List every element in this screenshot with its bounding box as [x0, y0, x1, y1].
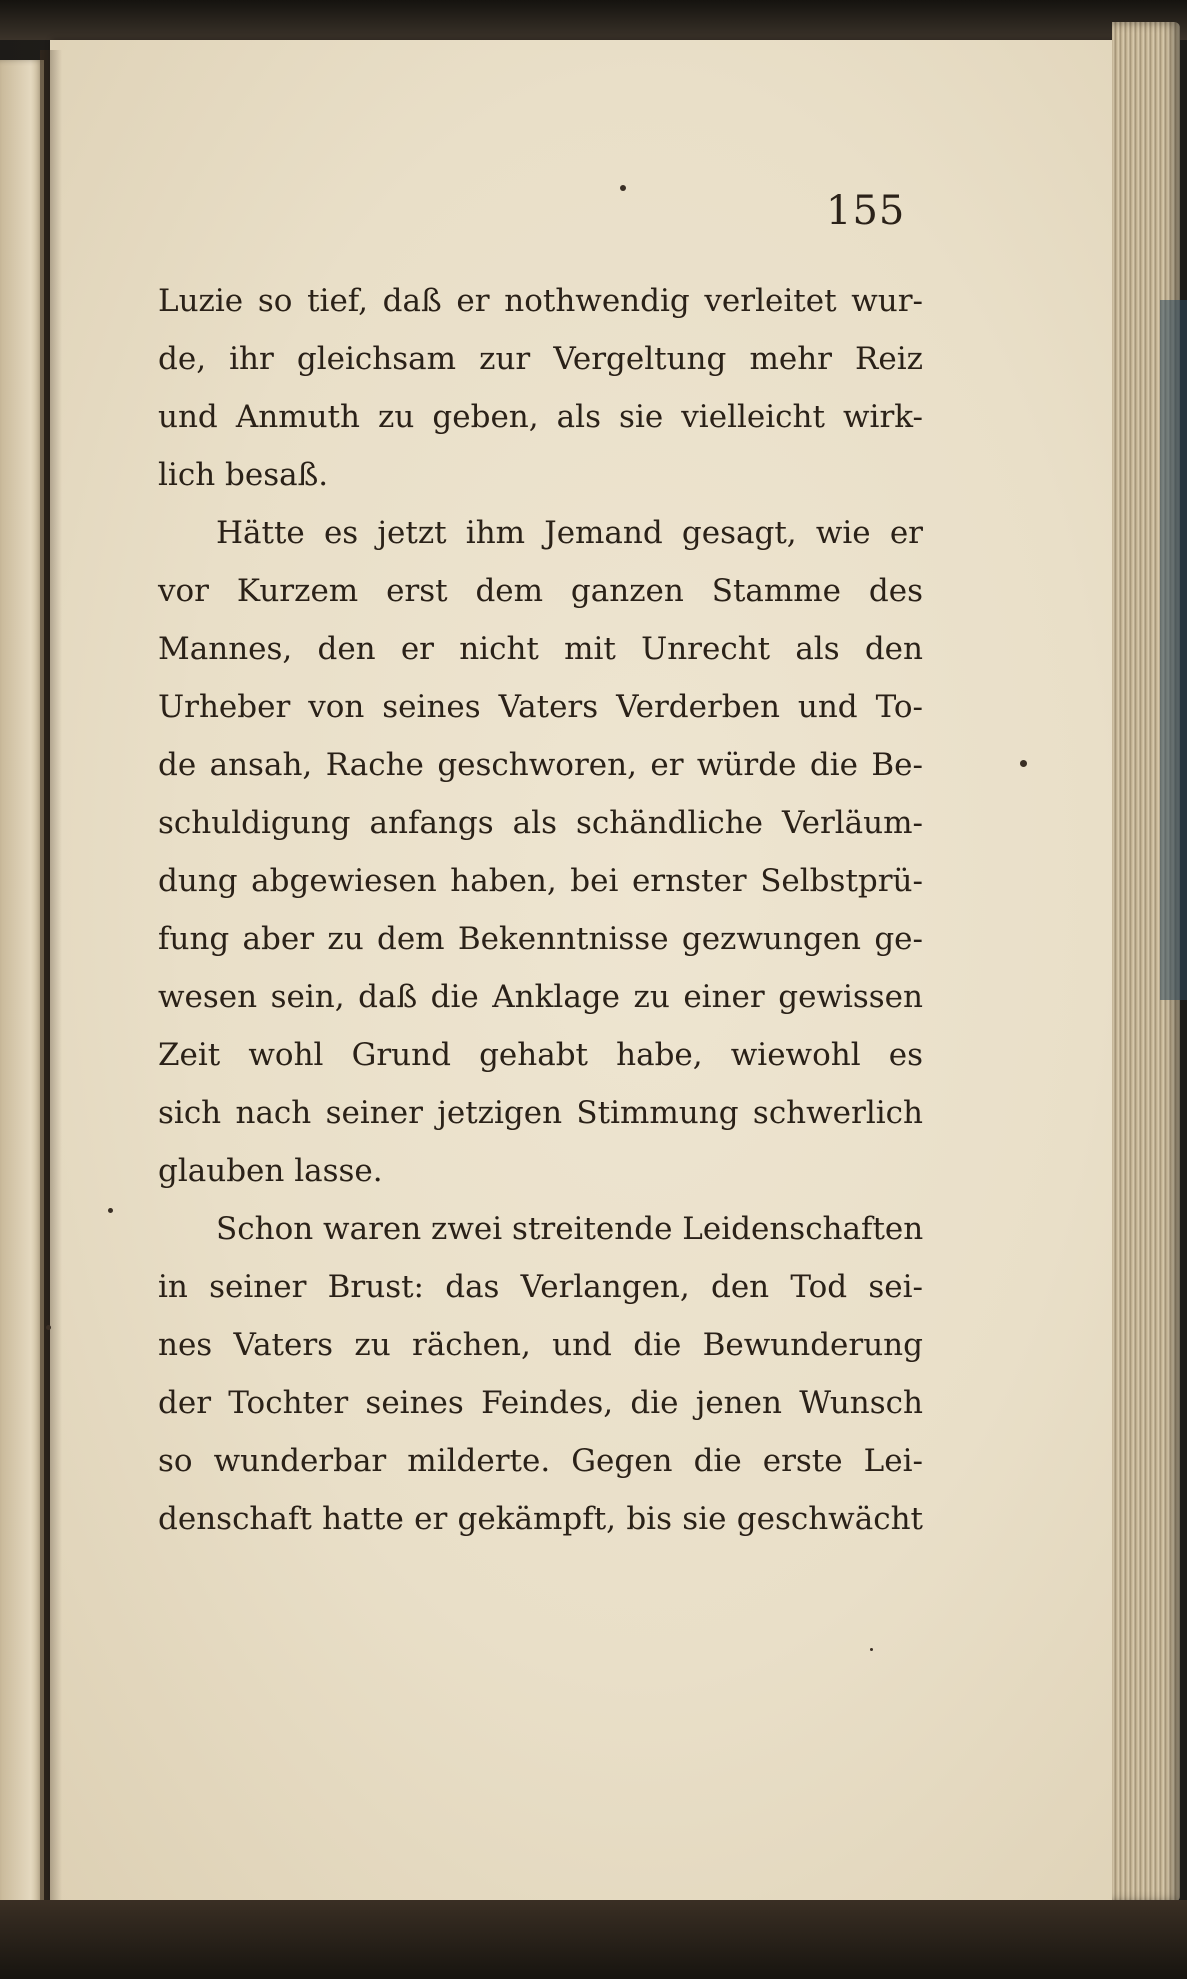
text-line: vor Kurzem erst dem ganzen Stamme des	[158, 573, 923, 609]
text-line: Zeit wohl Grund gehabt habe, wiewohl es	[158, 1037, 923, 1073]
text-line: Luzie so tief, daß er nothwendig verleitet wur-	[158, 283, 923, 319]
text-line: de, ihr gleichsam zur Vergeltung mehr Reiz	[158, 341, 923, 377]
text-line: de ansah, Rache geschworen, er würde die Be-	[158, 747, 923, 783]
text-line: so wunderbar milderte. Gegen die erste Lei-	[158, 1443, 923, 1479]
paper-speck	[46, 1325, 51, 1330]
text-line: fung aber zu dem Bekenntnisse gezwungen ge-	[158, 921, 923, 957]
paper-speck	[108, 1208, 113, 1213]
text-line: Urheber von seines Vaters Verderben und To-	[158, 689, 923, 725]
paper-speck	[870, 1648, 873, 1651]
paper-speck	[620, 185, 626, 191]
left-page-edge	[0, 60, 44, 1910]
text-line: Mannes, den er nicht mit Unrecht als den	[158, 631, 923, 667]
page-number: 155	[826, 188, 906, 234]
gutter-shadow	[40, 50, 62, 1910]
text-line: der Tochter seines Feindes, die jenen Wunsch	[158, 1385, 923, 1421]
text-line: glauben lasse.	[158, 1153, 383, 1189]
text-line: nes Vaters zu rächen, und die Bewunderung	[158, 1327, 923, 1363]
text-line: sich nach seiner jetzigen Stimmung schwerlich	[158, 1095, 923, 1131]
text-line: und Anmuth zu geben, als sie vielleicht wirk-	[158, 399, 923, 435]
text-line: lich besaß.	[158, 457, 329, 493]
text-line: Hätte es jetzt ihm Jemand gesagt, wie er	[216, 515, 923, 551]
text-line: denschaft hatte er gekämpft, bis sie geschwächt	[158, 1501, 923, 1537]
text-line: schuldigung anfangs als schändliche Verläum-	[158, 805, 923, 841]
book-cover-right-edge	[1160, 300, 1187, 1000]
book-cover-bottom-edge	[0, 1900, 1187, 1979]
text-line: Schon waren zwei streitende Leidenschaften	[216, 1211, 924, 1247]
text-line: in seiner Brust: das Verlangen, den Tod sei-	[158, 1269, 923, 1305]
page-body-text	[158, 272, 923, 1548]
book-cover-top-edge	[0, 0, 1187, 40]
text-line: dung abgewiesen haben, bei ernster Selbstprü-	[158, 863, 923, 899]
paper-speck	[1020, 760, 1027, 767]
text-line: wesen sein, daß die Anklage zu einer gewissen	[158, 979, 923, 1015]
